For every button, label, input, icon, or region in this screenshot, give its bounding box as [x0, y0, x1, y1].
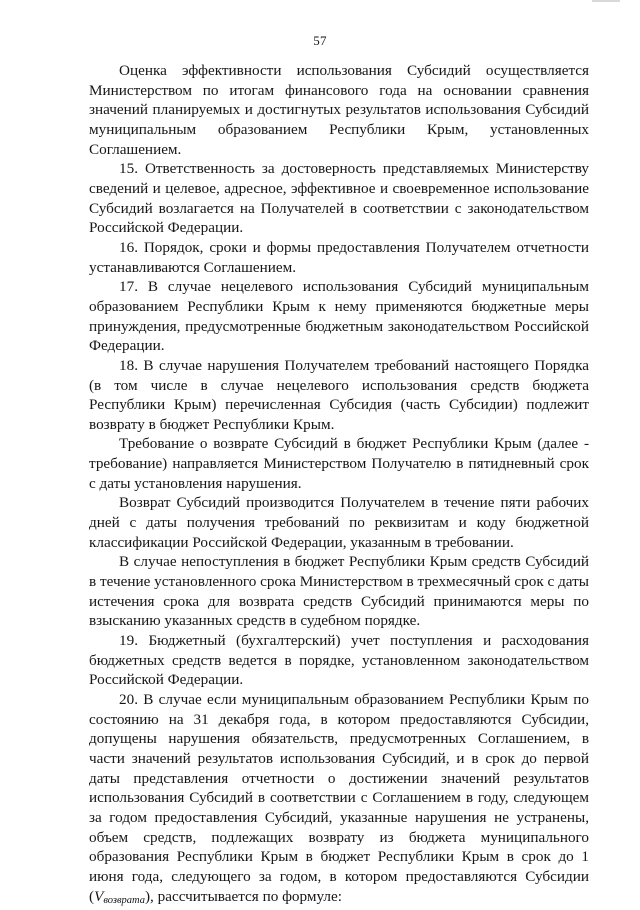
paragraph-16: 16. Порядок, сроки и формы предоставления Получателем отчетности устанавливаются Соглашением. [89, 238, 589, 276]
return-volume-variable: V [94, 887, 104, 905]
paragraph-20-tail: ), рассчитывается по формуле: [145, 887, 342, 905]
page-number: 57 [313, 33, 327, 48]
document-body [89, 61, 589, 910]
paragraph-return-procedure: Возврат Субсидий производится Получателем в течение пяти рабочих дней с даты получения требований по реквизитам и коду бюджетной классификации Российской Федерации, указанным в требовании. [89, 494, 589, 551]
paragraph-20 [89, 690, 589, 910]
paragraph-return-requirement: Требование о возврате Субсидий в бюджет Республики Крым (далее - требование) направляется Министерством Получателю в пятидневный срок с даты установления нарушения. [89, 435, 589, 492]
paragraph-18: 18. В случае нарушения Получателем требований настоящего Порядка (в том числе в случае нецелевого использования средств бюджета Республики Крым) перечисленная Субсидия (часть Субсидии) подлежит возврату в бюджет Республики Крым. [89, 356, 589, 433]
return-volume-subscript: возврата [103, 894, 145, 906]
paragraph-20-text: 20. В случае если муниципальным образованием Республики Крым по состоянию на 31 декабря года, в котором предоставляются Субсидии, допущены нарушения обязательств, предусмотренных Соглашением, в части значений результатов использования Субсидий, и в срок до первой даты представления отчетности о достижении значений результатов использования Субсидий в соответствии с Соглашением в году, следующем за годом предоставления Субсидий, указанные нарушения не устранены, объем средств, подлежащих возврату из бюджета муниципального образования Республики Крым в бюджет Республики Крым в срок до 1 июня года, следующего за годом, в котором предоставляются Субсидии ( [89, 691, 589, 905]
paragraph-evaluation: Оценка эффективности использования Субсидий осуществляется Министерством по итогам финансового года на основании сравнения значений планируемых и достигнутых результатов использования Субсидий муниципальным образованием Республики Крым, установленных Соглашением. [89, 62, 589, 158]
paragraph-15: 15. Ответственность за достоверность представляемых Министерству сведений и целевое, адресное, эффективное и своевременное использование Субсидий возлагается на Получателей в соответствии с законодательством Российской Федерации. [89, 160, 589, 237]
paragraph-19: 19. Бюджетный (бухгалтерский) учет поступления и расходования бюджетных средств ведется в порядке, установленном законодательством Российской Федерации. [89, 632, 589, 689]
scan-mark [592, 0, 620, 2]
paragraph-non-receipt: В случае непоступления в бюджет Республики Крым средств Субсидий в течение установленного срока Министерством в трехмесячный срок с даты истечения срока для возврата средств Субсидий принимаются меры по взысканию указанных средств в судебном порядке. [89, 553, 589, 630]
paragraph-17: 17. В случае нецелевого использования Субсидий муниципальным образованием Республики Крым к нему применяются бюджетные меры принуждения, предусмотренные бюджетным законодательством Российской Федерации. [89, 278, 589, 355]
